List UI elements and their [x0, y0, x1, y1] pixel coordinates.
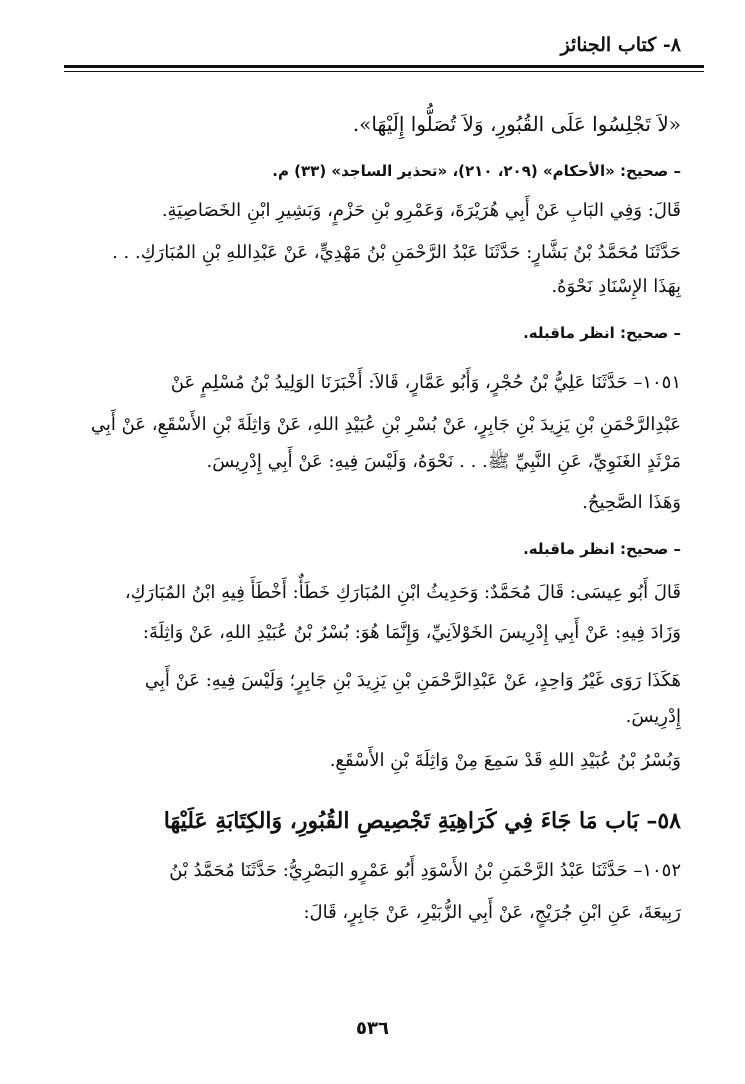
chapter-running-header: ٨- كتاب الجنائز: [560, 34, 681, 56]
hadith-quote: «لاَ تَجْلِسُوا عَلَى القُبُورِ، وَلاَ تُصَلُّوا إِلَيْهَا».: [352, 112, 681, 136]
grading-line: – صحيح: «الأحكام» (٢٠٩، ٢١٠)، «تحذير الساجد» (٣٣) م.: [272, 162, 681, 180]
text-line: مَرْثَدٍ الغَنَوِيِّ، عَنِ النَّبِيِّ ﷺ. . . نَحْوَهُ، وَلَيْسَ فِيهِ: عَنْ أَبِي إِدْرِيسَ.: [206, 451, 681, 472]
chapter-heading-58: ٥٨– بَاب مَا جَاءَ فِي كَرَاهِيَةِ تَجْصِيصِ القُبُورِ، وَالكِتَابَةِ عَلَيْهَا: [163, 808, 681, 834]
hadith-1051-line: ١٠٥١– حَدَّثَنَا عَلِيُّ بْنُ حُجْرٍ، وَأَبُو عَمَّارٍ، قَالاَ: أَخْبَرَنَا الوَلِيدُ بْنُ مُسْلِمٍ عَنْ: [170, 372, 681, 393]
text-line: قَالَ أَبُو عِيسَى: قَالَ مُحَمَّدٌ: وَحَدِيثُ ابْنِ المُبَارَكِ خَطَأٌ: أَخْطَأَ فِيهِ ابْنُ المُبَارَكِ،: [124, 582, 681, 603]
page-number: ٥٣٦: [356, 1018, 389, 1039]
text-line: بِهَذَا الإِسْنَادِ نَحْوَهُ.: [551, 276, 681, 297]
text-line: حَدَّثَنَا مُحَمَّدُ بْنُ بَشَّارٍ: حَدَّثَنَا عَبْدُ الرَّحْمَنِ بْنُ مَهْدِيٍّ، عَنْ عَبْدِاللهِ بْنِ المُبَارَكِ. . .: [112, 242, 681, 263]
grading-line: – صحيح: انظر ماقبله.: [523, 324, 681, 342]
text-line: إِدْرِيسَ.: [625, 706, 681, 727]
text-line: عَبْدِالرَّحْمَنِ بْنِ يَزِيدَ بْنِ جَابِرٍ، عَنْ بُسْرِ بْنِ عُبَيْدِ اللهِ، عَنْ وَاثِلَةَ بْنِ الأَسْقَعِ، عَنْ أَبِي: [90, 414, 681, 435]
grading-line: – صحيح: انظر ماقبله.: [523, 540, 681, 558]
header-rule-thin: [64, 71, 704, 72]
text-line: وَزَادَ فِيهِ: عَنْ أَبِي إِدْرِيسَ الخَوْلاَنِيِّ، وَإِنَّمَا هُوَ: بُسْرُ بْنُ عُبَيْدِ اللهِ، عَنْ وَاثِلَةَ:: [142, 622, 681, 643]
text-line: هَكَذَا رَوَى غَيْرُ وَاحِدٍ، عَنْ عَبْدِالرَّحْمَنِ بْنِ يَزِيدَ بْنِ جَابِرٍ؛ وَلَيْسَ فِيهِ: عَنْ أَبِي: [144, 670, 681, 691]
text-line: وَبُسْرُ بْنُ عُبَيْدِ اللهِ قَدْ سَمِعَ مِنْ وَاثِلَةَ بْنِ الأَسْقَعِ.: [329, 750, 681, 771]
header-rule-thick: [64, 65, 704, 68]
text-line: قَالَ: وَفِي البَابِ عَنْ أَبِي هُرَيْرَةَ، وَعَمْرِو بْنِ حَزْمٍ، وَبَشِيرِ ابْنِ الخَصَاصِيَةِ.: [161, 200, 681, 221]
text-line: رَبِيعَةَ، عَنِ ابْنِ جُرَيْجٍ، عَنْ أَبِي الزُّبَيْرِ، عَنْ جَابِرٍ، قَالَ:: [303, 902, 681, 923]
hadith-1052-line: ١٠٥٢– حَدَّثَنَا عَبْدُ الرَّحْمَنِ بْنُ الأَسْوَدِ أَبُو عَمْرٍو البَصْرِيُّ: حَدَّثَنَا مُحَمَّدُ بْنُ: [169, 860, 681, 881]
text-line: وَهَذَا الصَّحِيحُ.: [582, 492, 681, 513]
